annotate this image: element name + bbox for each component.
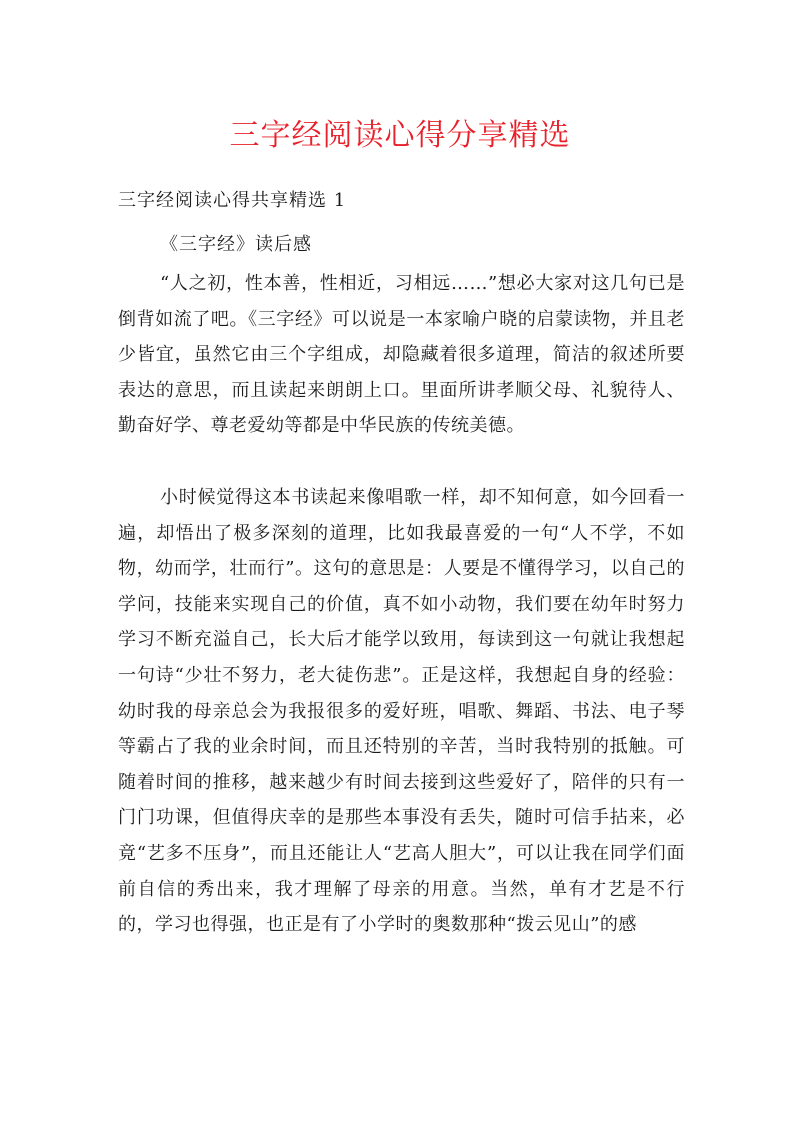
document-title: 三字经阅读心得分享精选 bbox=[229, 118, 571, 153]
paragraph-2: 小时候觉得这本书读起来像唱歌一样，却不知何意，如今回看一遍，却悟出了极多深刻的道理，比如我最喜爱的一句“人不学，不如物，幼而学，壮而行”。这句的意思是：人要是不懂得学习，以自己的学问，技能来实现自己的价值，真不如小动物，我们要在幼年时努力学习不断充溢自己，长大后才能学以致用，每读到这一句就让我想起一句诗“少壮不努力，老大徒伤悲”。正是这样，我想起自身的经验：幼时我的母亲总会为我报很多的爱好班，唱歌、舞蹈、书法、电子琴等霸占了我的业余时间，而且还特别的辛苦，当时我特别的抵触。可随着时间的推移，越来越少有时间去接到这些爱好了，陪伴的只有一门门功课，但值得庆幸的是那些本事没有丢失，随时可信手拈来，必竟“艺多不压身”，而且还能让人“艺高人胆大”，可以让我在同学们面前自信的秀出来，我才理解了母亲的用意。当然，单有才艺是不行的，学习也得强，也正是有了小学时的奥数那种“拨云见山”的感 bbox=[118, 487, 685, 936]
paragraph-1: “人之初，性本善，性相近，习相远……”想必大家对这几句已是倒背如流了吧。《三字经》可以说是一本家喻户晓的启蒙读物，并且老少皆宜，虽然它由三个字组成，却隐藏着很多道理，简洁的叙述所要表达的意思，而且读起来朗朗上口。里面所讲孝顺父母、礼貌待人、勤奋好学、尊老爱幼等都是中华民族的传统美德。 bbox=[118, 273, 685, 437]
essay-subtitle: 《三字经》读后感 bbox=[160, 234, 312, 255]
section-heading: 三字经阅读心得共享精选 1 bbox=[118, 190, 347, 211]
